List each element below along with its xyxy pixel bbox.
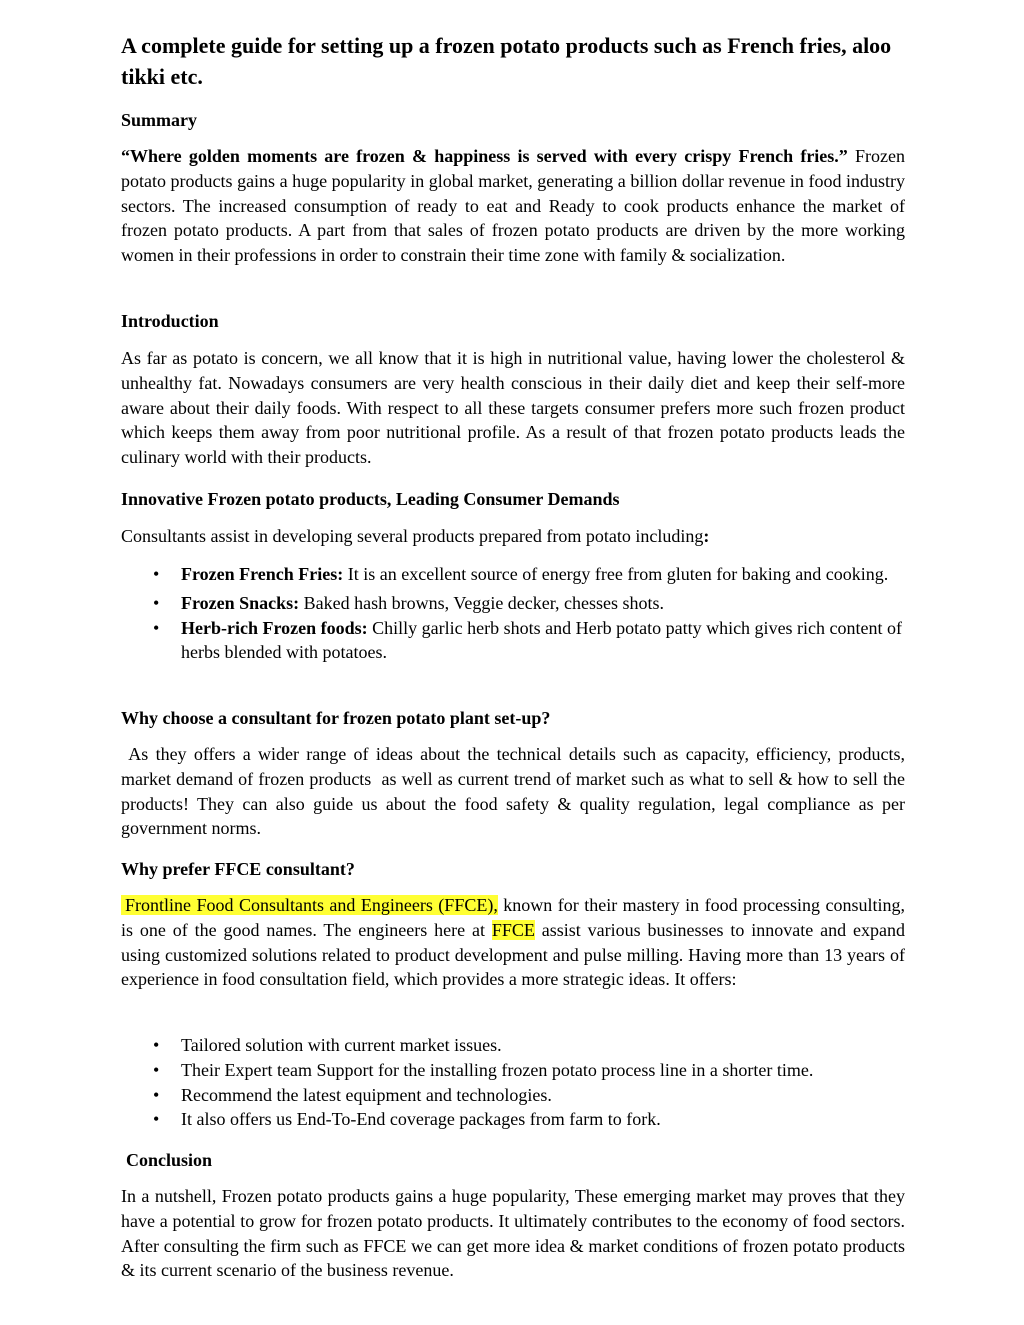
innovative-intro-text: Consultants assist in developing several products prepared from potato including xyxy=(121,526,704,546)
product-text: It is an excellent source of energy free from gluten for baking and cooking. xyxy=(343,564,889,584)
bullet-icon: • xyxy=(153,617,160,638)
ffce-text-1: known for their mastery in food processing consulting, is one of the good names. The engineers here at xyxy=(121,895,905,940)
list-item xyxy=(121,616,905,666)
list-item xyxy=(121,1058,905,1083)
why-ffce-heading: Why prefer FFCE consultant? xyxy=(121,859,355,879)
summary-body: Frozen potato products gains a huge popularity in global market, generating a billion dollar revenue in food industry sectors. The increased consumption of ready to eat and Ready to cook products enhance the market of frozen potato products. A part from that sales of frozen potato products are driven by the more working women in their professions in order to constrain their time zone with family & socialization. xyxy=(121,146,906,266)
bullet-icon: • xyxy=(153,1109,160,1130)
product-label: Herb-rich Frozen foods: xyxy=(181,617,368,638)
product-label: Frozen French Fries: xyxy=(181,564,344,584)
conclusion-heading: Conclusion xyxy=(126,1150,213,1170)
bullet-icon: • xyxy=(153,564,160,584)
document-title: A complete guide for setting up a frozen potato products such as French fries, aloo tikki etc. xyxy=(121,33,892,89)
bullet-icon: • xyxy=(153,1035,160,1055)
ffce-short-highlight: FFCE xyxy=(491,919,535,940)
innovative-intro-colon: : xyxy=(703,526,710,546)
ffce-offer-list xyxy=(121,1033,905,1132)
list-item xyxy=(121,591,905,616)
summary-heading: Summary xyxy=(121,110,197,130)
product-text: Chilly garlic herb shots and Herb potato patty which gives rich content of herbs blended with potatoes. xyxy=(181,617,903,663)
list-item xyxy=(121,1107,905,1132)
why-consultant-paragraph: As they offers a wider range of ideas about the technical details such as capacity, efficiency, products, market demand of frozen products as well as current trend of market such as what to sell & how to sell the products! They can also guide us about the food safety & quality regulation, legal compliance as per government norms. xyxy=(121,744,910,839)
list-item xyxy=(121,1033,905,1058)
ffce-name-highlight: Frontline Food Consultants and Engineers (FFCE), xyxy=(121,895,498,915)
why-consultant-heading: Why choose a consultant for frozen potato plant set-up? xyxy=(121,708,551,728)
conclusion-paragraph: In a nutshell, Frozen potato products gains a huge popularity, These emerging market may proves that they have a potential to grow for frozen potato products. It ultimately contributes to the economy of food sectors. After consulting the firm such as FFCE we can get more idea & market conditions of frozen potato products & its current scenario of the business revenue. xyxy=(121,1186,905,1281)
list-item xyxy=(121,1083,905,1108)
offer-text: Their Expert team Support for the installing frozen potato process line in a shorter time. xyxy=(181,1059,814,1080)
product-text: Baked hash browns, Veggie decker, chesses shots. xyxy=(299,592,665,613)
why-ffce-paragraph xyxy=(121,893,905,992)
innovative-heading: Innovative Frozen potato products, Leading Consumer Demands xyxy=(121,489,620,509)
offer-text: Recommend the latest equipment and technologies. xyxy=(181,1084,552,1105)
summary-quote: “Where golden moments are frozen & happiness is served with every crispy French fries.” xyxy=(121,146,848,166)
offer-text: It also offers us End-To-End coverage packages from farm to fork. xyxy=(181,1109,661,1130)
innovative-intro xyxy=(121,524,905,549)
list-item xyxy=(121,562,905,587)
bullet-icon: • xyxy=(153,592,160,613)
introduction-heading: Introduction xyxy=(121,311,219,331)
product-list xyxy=(121,562,905,665)
bullet-icon: • xyxy=(153,1059,160,1080)
summary-paragraph xyxy=(121,144,905,268)
offer-text: Tailored solution with current market issues. xyxy=(181,1035,502,1055)
ffce-text-2: assist various businesses to innovate and expand using customized solutions related to product development and pulse milling. Having more than 13 years of experience in food consultation field, which provides a more strategic ideas. It offers: xyxy=(121,919,905,990)
product-label: Frozen Snacks: xyxy=(181,592,300,613)
bullet-icon: • xyxy=(153,1084,160,1105)
introduction-paragraph: As far as potato is concern, we all know that it is high in nutritional value, having lower the cholesterol & unhealthy fat. Nowadays consumers are very health conscious in their daily diet and keep their self-more aware about their daily foods. With respect to all these targets consumer prefers more such frozen product which keeps them away from poor nutritional profile. As a result of that frozen potato products leads the culinary world with their products. xyxy=(121,348,905,468)
